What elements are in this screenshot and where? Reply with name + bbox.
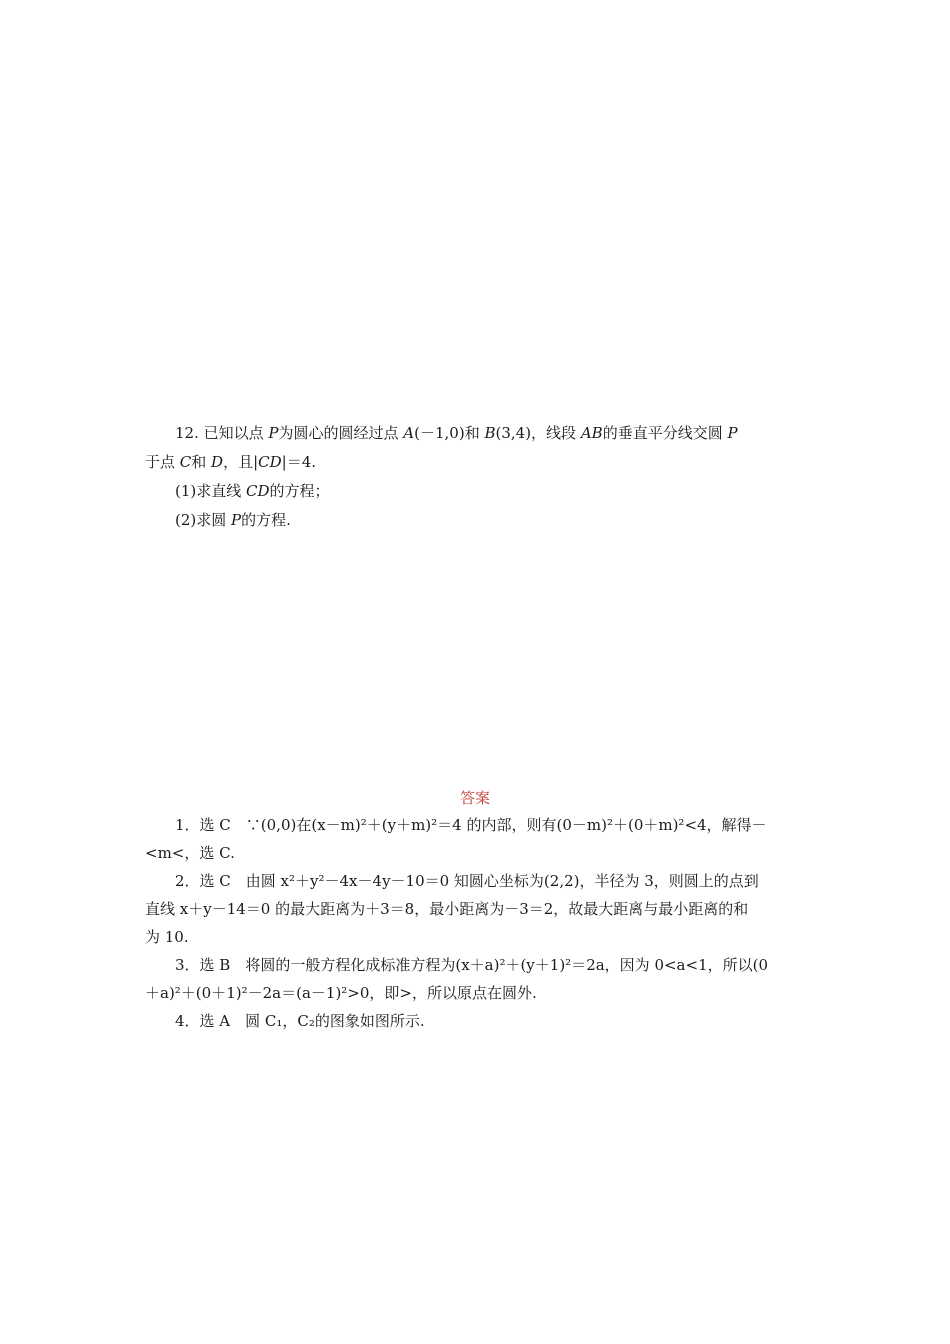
var-cd: CD	[258, 453, 282, 471]
text-segment: (1)求直线	[175, 482, 247, 500]
problem-line-1	[175, 423, 738, 443]
answer-2-line-2: 直线 x＋y－14＝0 的最大距离为＋3＝8，最小距离为－3＝2，故最大距离与最小距离的和	[145, 900, 749, 918]
text-segment: (－1,0)和	[414, 424, 485, 442]
var-c: C	[179, 453, 192, 471]
text-segment: (2)求圆	[175, 511, 232, 529]
subquestion-1	[175, 481, 330, 501]
text-segment: |＝4.	[281, 453, 317, 471]
var-d: D	[211, 453, 224, 471]
answers-title: 答案	[459, 789, 490, 807]
text-segment: (3,4)，线段	[495, 424, 581, 442]
answer-2-line-1: 2．选 C 由圆 x²＋y²－4x－4y－10＝0 知圆心坐标为(2,2)，半径为 3，则圆上的点到	[175, 872, 759, 890]
problem-number: 12.	[175, 424, 199, 442]
var-p: P	[231, 511, 242, 529]
var-cd: CD	[246, 482, 270, 500]
text-segment: ，且|	[223, 453, 259, 471]
var-a: A	[403, 424, 415, 442]
answer-1-line-2: <m<，选 C.	[145, 844, 235, 862]
answer-3-line-2: ＋a)²＋(0＋1)²－2a＝(a－1)²>0，即>，所以原点在圆外.	[145, 984, 537, 1002]
answer-1-line-1: 1．选 C ∵(0,0)在(x－m)²＋(y＋m)²＝4 的内部，则有(0－m)²＋(0＋m)²<4，解得－	[175, 816, 767, 834]
var-p: P	[268, 424, 279, 442]
text-segment: 于点	[145, 453, 180, 471]
answer-3-line-1: 3．选 B 将圆的一般方程化成标准方程为(x＋a)²＋(y＋1)²＝2a，因为 0<a<1，所以(0	[175, 956, 769, 974]
text-segment: 已知以点	[203, 424, 269, 442]
var-b: B	[484, 424, 496, 442]
text-segment: 的方程.	[241, 511, 291, 529]
text-segment: 的垂直平分线交圆	[602, 424, 728, 442]
var-p: P	[727, 424, 738, 442]
problem-line-2	[145, 452, 316, 472]
text-segment: 的方程；	[269, 482, 330, 500]
text-segment: 为圆心的圆经过点	[278, 424, 404, 442]
subquestion-2	[175, 510, 291, 530]
answer-4-line-1: 4．选 A 圆 C₁，C₂的图象如图所示.	[175, 1012, 425, 1030]
var-ab: AB	[580, 424, 603, 442]
text-segment: 和	[191, 453, 212, 471]
answer-2-line-3: 为 10.	[145, 928, 189, 946]
